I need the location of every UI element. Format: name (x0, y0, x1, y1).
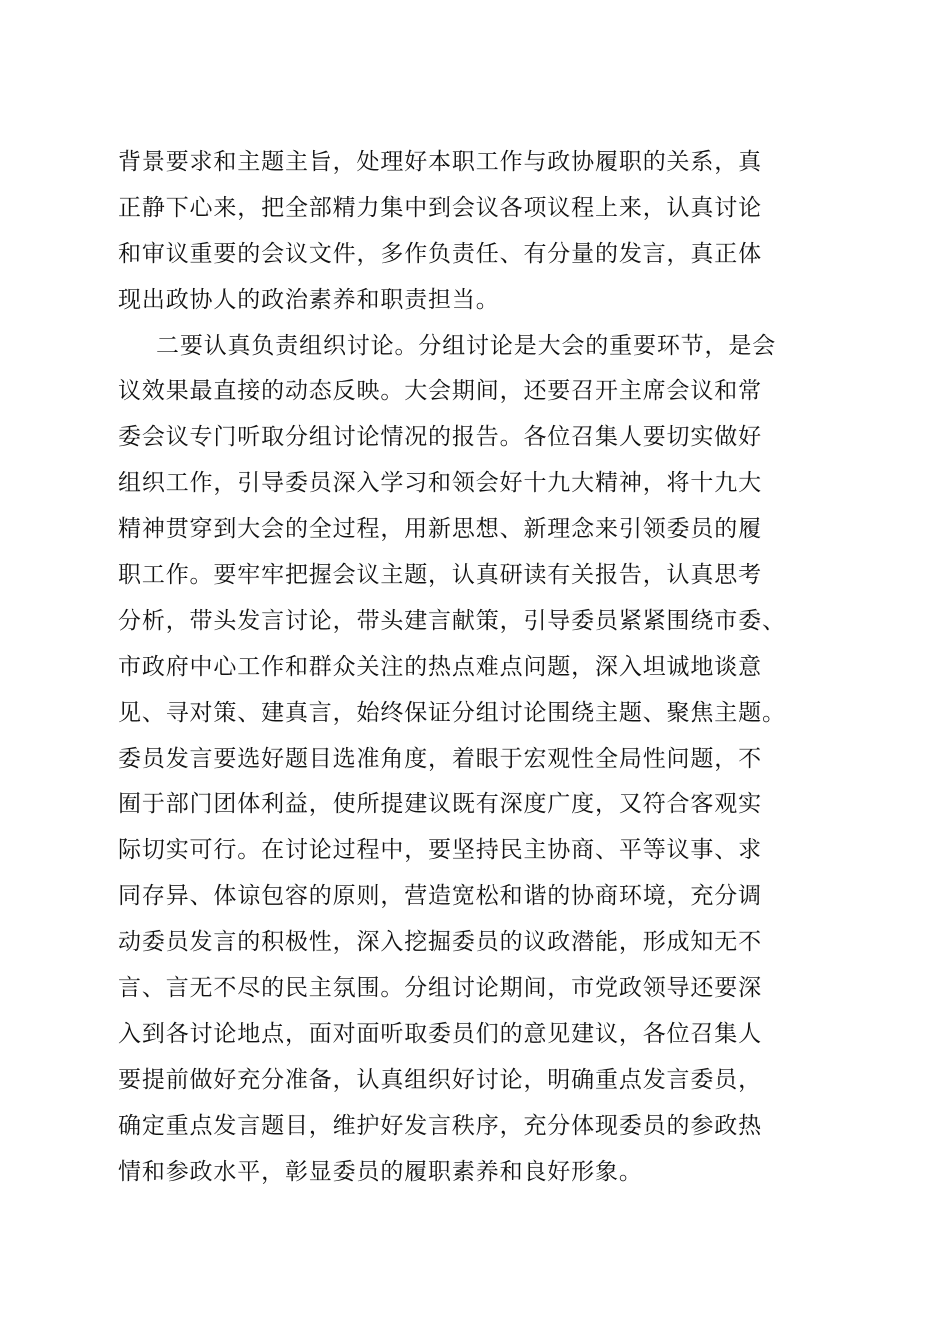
text-line: 委员发言要选好题目选准角度，着眼于宏观性全局性问题，不 (118, 745, 762, 772)
text-line: 动委员发言的积极性，深入挖掘委员的议政潜能，形成知无不 (118, 929, 762, 956)
text-line: 正静下心来，把全部精力集中到会议各项议程上来，认真讨论 (118, 194, 762, 221)
text-line: 同存异、体谅包容的原则，营造宽松和谐的协商环境，充分调 (118, 883, 762, 910)
text-line: 组织工作，引导委员深入学习和领会好十九大精神，将十九大 (118, 470, 762, 497)
text-line: 议效果最直接的动态反映。大会期间，还要召开主席会议和常 (118, 378, 762, 405)
text-line: 际切实可行。在讨论过程中，要坚持民主协商、平等议事、求 (118, 837, 762, 864)
text-line: 确定重点发言题目，维护好发言秩序，充分体现委员的参政热 (118, 1112, 762, 1139)
body-text (118, 140, 858, 1195)
text-line: 职工作。要牢牢把握会议主题，认真研读有关报告，认真思考 (118, 562, 762, 589)
text-line: 委会议专门听取分组讨论情况的报告。各位召集人要切实做好 (118, 424, 762, 451)
text-line: 言、言无不尽的民主氛围。分组讨论期间，市党政领导还要深 (118, 975, 762, 1002)
text-line: 情和参政水平，彰显委员的履职素养和良好形象。 (118, 1158, 643, 1185)
text-line: 要提前做好充分准备，认真组织好讨论，明确重点发言委员， (118, 1066, 762, 1093)
text-line: 精神贯穿到大会的全过程，用新思想、新理念来引领委员的履 (118, 516, 762, 543)
paragraph-first-line: 二要认真负责组织讨论。分组讨论是大会的重要环节，是会 (156, 332, 777, 359)
text-line: 市政府中心工作和群众关注的热点难点问题，深入坦诚地谈意 (118, 653, 762, 680)
text-line: 和审议重要的会议文件，多作负责任、有分量的发言，真正体 (118, 240, 762, 267)
text-line: 见、寻对策、建真言，始终保证分组讨论围绕主题、聚焦主题。 (118, 699, 786, 726)
text-line: 背景要求和主题主旨，处理好本职工作与政协履职的关系，真 (118, 149, 762, 175)
text-line: 分析，带头发言讨论，带头建言献策，引导委员紧紧围绕市委、 (118, 607, 786, 634)
text-line: 入到各讨论地点，面对面听取委员们的意见建议，各位召集人 (118, 1020, 762, 1047)
text-line: 囿于部门团体利益，使所提建议既有深度广度，又符合客观实 (118, 791, 762, 818)
text-line: 现出政协人的政治素养和职责担当。 (118, 286, 500, 313)
